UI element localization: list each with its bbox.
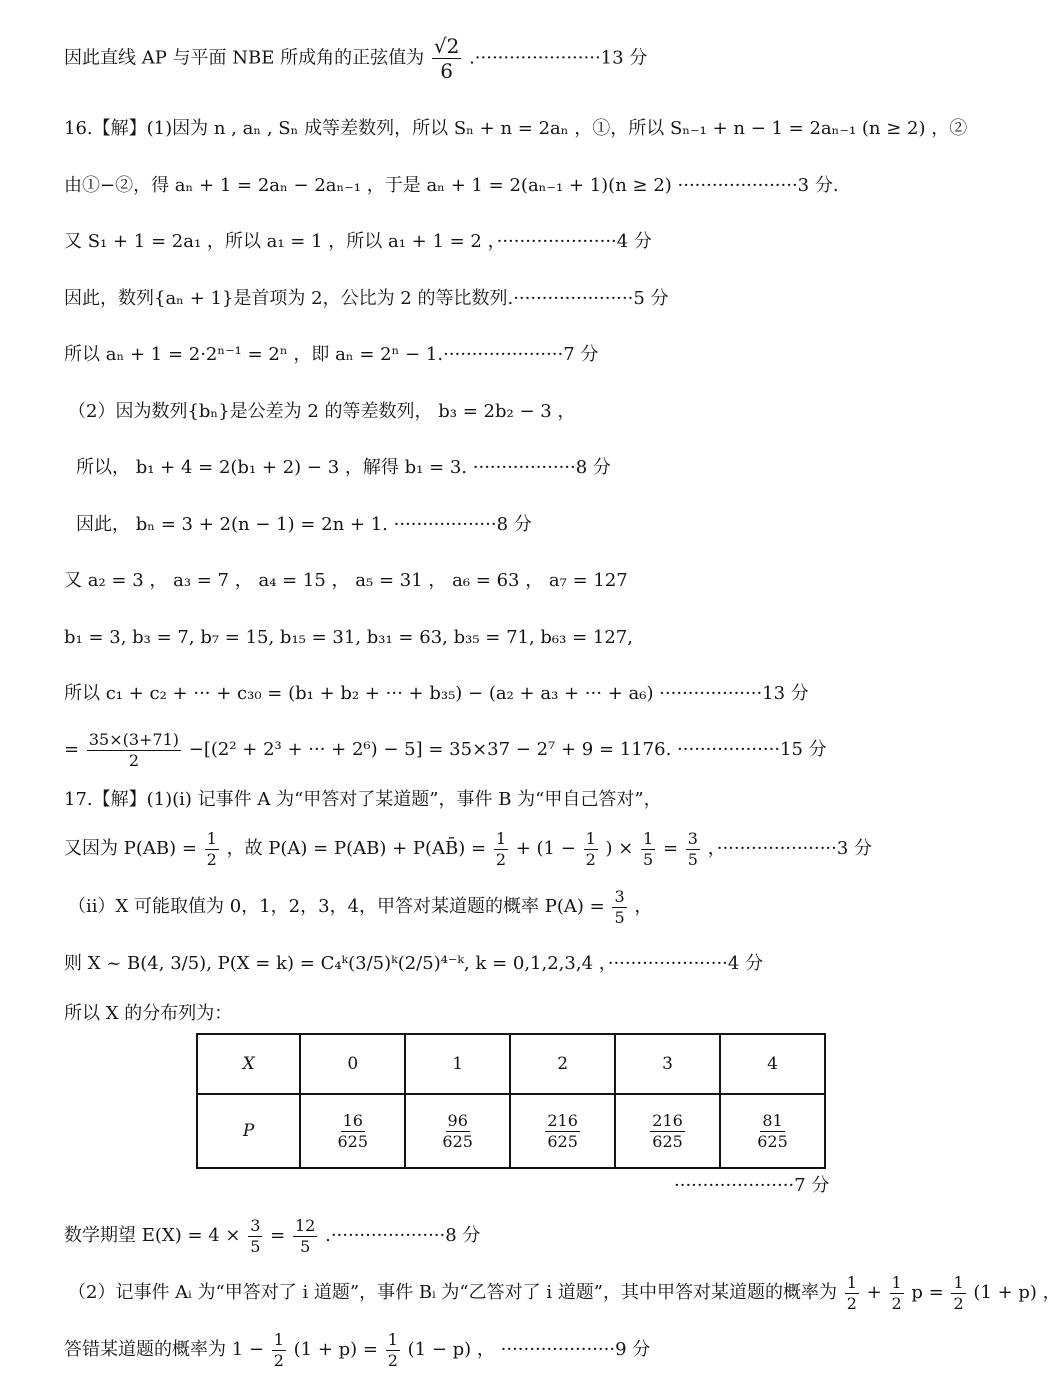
fraction-numerator: 3 — [687, 828, 698, 848]
fraction-denominator: 625 — [442, 1131, 473, 1151]
fraction-numerator: 3 — [614, 886, 625, 906]
q17-text: 答错某道题的概率为 1 − — [64, 1339, 264, 1360]
q15-conclusion — [64, 34, 995, 83]
fraction-numerator: 1 — [846, 1272, 857, 1292]
q16-line-8: 因此， bₙ = 3 + 2(n − 1) = 2n + 1. ··················8 分 — [76, 514, 532, 535]
fraction-denominator: 5 — [300, 1236, 311, 1256]
q17-text: = — [270, 1225, 286, 1246]
fraction — [272, 1329, 286, 1370]
q17-line-7 — [68, 1270, 1061, 1316]
table-cell — [720, 1094, 825, 1168]
q16-line-12-rest: −[(2² + 2³ + ··· + 2⁶) − 5] = 35×37 − 2⁷ + 9 = 1176. ··················15 分 — [188, 739, 827, 760]
q16-line-5: 所以 aₙ + 1 = 2·2ⁿ⁻¹ = 2ⁿ ，即 aₙ = 2ⁿ − 1.·····················7 分 — [64, 344, 599, 365]
q17-line-6 — [64, 1213, 995, 1259]
q16-line-6: （2）因为数列{bₙ}是公差为 2 的等差数列， b₃ = 2b₂ − 3 ， — [68, 401, 576, 422]
q15-text: 因此直线 AP 与平面 NBE 所成角的正弦值为 — [64, 47, 425, 69]
fraction — [205, 828, 219, 869]
q16-line-10: b₁ = 3, b₃ = 7, b₇ = 15, b₁₅ = 31, b₃₁ = 63, b₃₅ = 71, b₆₃ = 127, — [64, 627, 633, 648]
fraction-numerator: 12 — [295, 1215, 316, 1235]
fraction-denominator: 2 — [273, 1350, 284, 1370]
q17-text: 又因为 P(AB) = — [64, 838, 197, 859]
table-cell: P — [197, 1094, 300, 1168]
q17-line-5: 所以 X 的分布列为： — [64, 1003, 233, 1024]
fraction-numerator: 81 — [762, 1110, 783, 1130]
q17-text: ，故 P(A) = P(AB) + P(AB̄) = — [226, 838, 487, 859]
q17-line-8 — [64, 1327, 995, 1373]
q16-line-3: 又 S₁ + 1 = 2a₁ ，所以 a₁ = 1 ，所以 a₁ + 1 = 2 ，·····················4 分 — [64, 231, 652, 252]
fraction-denominator: 625 — [547, 1131, 578, 1151]
q16-line-7: 所以， b₁ + 4 = 2(b₁ + 2) − 3 ，解得 b₁ = 3. ··················8 分 — [76, 457, 611, 478]
fraction-numerator: 3 — [250, 1215, 261, 1235]
fraction-numerator: √2 — [433, 34, 460, 58]
q17-text: （2）记事件 Aᵢ 为“甲答对了 i 道题”，事件 Bᵢ 为“乙答对了 i 道题”，其中甲答对某道题的概率为 — [68, 1282, 838, 1303]
q17-text: (1 + p) ， — [973, 1282, 1061, 1303]
fraction-numerator: 1 — [891, 1272, 902, 1292]
table-cell — [300, 1094, 405, 1168]
q17-text: ， — [634, 896, 653, 917]
q17-score: .····················8 分 — [325, 1225, 481, 1246]
q17-text: 数学期望 E(X) = 4 × — [64, 1225, 241, 1246]
fraction-denominator: 5 — [250, 1236, 261, 1256]
fraction-numerator: 216 — [547, 1110, 578, 1130]
q17-score: ，·····················3 分 — [707, 838, 873, 859]
q17-text: + (1 − — [515, 838, 576, 859]
q15-score: .······················13 分 — [469, 47, 648, 69]
fraction-denominator: 625 — [337, 1131, 369, 1151]
fraction-numerator: 96 — [447, 1110, 468, 1130]
fraction-denominator: 2 — [495, 849, 506, 869]
fraction-denominator: 5 — [614, 907, 625, 927]
table-cell: 2 — [510, 1034, 615, 1094]
fraction — [686, 828, 700, 869]
fraction-numerator: 1 — [585, 828, 596, 848]
fraction-denominator: 2 — [891, 1293, 902, 1313]
fraction — [432, 36, 461, 81]
table-cell: X — [197, 1034, 300, 1094]
fraction — [248, 1215, 262, 1256]
q17-line-4: 则 X ~ B(4, 3/5), P(X = k) = C₄ᵏ(3/5)ᵏ(2/5)⁴⁻ᵏ, k = 0,1,2,3,4 ，·····················4 分 — [64, 953, 764, 974]
q16-line-12 — [64, 726, 995, 774]
fraction-denominator: 2 — [846, 1293, 857, 1313]
equals-sign: = — [64, 739, 80, 760]
fraction — [386, 1329, 400, 1370]
fraction — [951, 1272, 965, 1313]
fraction-denominator: 5 — [687, 849, 698, 869]
fraction — [845, 1272, 859, 1313]
q16-line-4: 因此，数列{aₙ + 1}是首项为 2，公比为 2 的等比数列.·····················5 分 — [64, 288, 669, 309]
fraction — [641, 828, 655, 869]
q17-score: (1 − p) ， ····················9 分 — [407, 1339, 651, 1360]
table-cell: 1 — [405, 1034, 510, 1094]
fraction-denominator: 2 — [128, 750, 140, 770]
fraction-numerator: 1 — [273, 1329, 284, 1349]
q17-text: （ii）X 可能取值为 0，1，2，3，4，甲答对某道题的概率 P(A) = — [68, 896, 605, 917]
fraction-denominator: 625 — [757, 1131, 788, 1151]
q17-text: (1 + p) = — [293, 1339, 378, 1360]
q17-line-1: 17.【解】(1)(i) 记事件 A 为“甲答对了某道题”，事件 B 为“甲自己答对”， — [64, 789, 662, 810]
fraction — [890, 1272, 904, 1313]
fraction-numerator: 1 — [953, 1272, 964, 1292]
table-cell — [510, 1094, 615, 1168]
fraction-denominator: 2 — [387, 1350, 398, 1370]
q16-line-2: 由①−②，得 aₙ + 1 = 2aₙ − 2aₙ₋₁ ，于是 aₙ + 1 = 2(aₙ₋₁ + 1)(n ≥ 2) ·····················3 分. — [64, 175, 839, 196]
fraction-numerator: 16 — [342, 1110, 363, 1130]
q17-text: p = — [911, 1282, 944, 1303]
fraction-denominator: 5 — [643, 849, 654, 869]
fraction-numerator: 216 — [652, 1110, 683, 1130]
q17-text: + — [866, 1282, 882, 1303]
fraction-denominator: 2 — [953, 1293, 964, 1313]
q17-line-2 — [64, 826, 995, 872]
q16-line-11: 所以 c₁ + c₂ + ··· + c₃₀ = (b₁ + b₂ + ··· + b₃₅) − (a₂ + a₃ + ··· + a₆) ··················13 分 — [64, 683, 809, 704]
q16-line-9: 又 a₂ = 3 ， a₃ = 7 ， a₄ = 15 ， a₅ = 31 ， a₆ = 63 ， a₇ = 127 — [64, 570, 628, 591]
distribution-table — [196, 1033, 826, 1169]
table-cell — [405, 1094, 510, 1168]
fraction-denominator: 6 — [440, 59, 453, 83]
q17-line-3 — [68, 884, 995, 930]
q17-text: = — [662, 838, 679, 859]
table-cell: 0 — [300, 1034, 405, 1094]
fraction — [494, 828, 508, 869]
table-cell: 4 — [720, 1034, 825, 1094]
table-score: ·····················7 分 — [674, 1175, 830, 1196]
table-row — [197, 1034, 825, 1094]
table-row — [197, 1094, 825, 1168]
table-cell: 3 — [615, 1034, 720, 1094]
fraction-numerator: 1 — [495, 828, 506, 848]
fraction — [612, 886, 626, 927]
q17-text: ) × — [605, 838, 634, 859]
fraction-numerator: 35×(3+71) — [88, 729, 180, 749]
fraction — [584, 828, 598, 869]
fraction-denominator: 625 — [652, 1131, 683, 1151]
fraction-numerator: 1 — [387, 1329, 398, 1349]
fraction-numerator: 1 — [206, 828, 217, 848]
q16-line-1: 16.【解】(1)因为 n , aₙ , Sₙ 成等差数列，所以 Sₙ + n = 2aₙ ，①，所以 Sₙ₋₁ + n − 1 = 2aₙ₋₁ (n ≥ 2) ，② — [64, 118, 968, 139]
fraction-denominator: 2 — [206, 849, 217, 869]
table-cell — [615, 1094, 720, 1168]
fraction-denominator: 2 — [585, 849, 596, 869]
fraction — [293, 1215, 317, 1256]
fraction — [87, 729, 181, 770]
fraction-numerator: 1 — [643, 828, 654, 848]
